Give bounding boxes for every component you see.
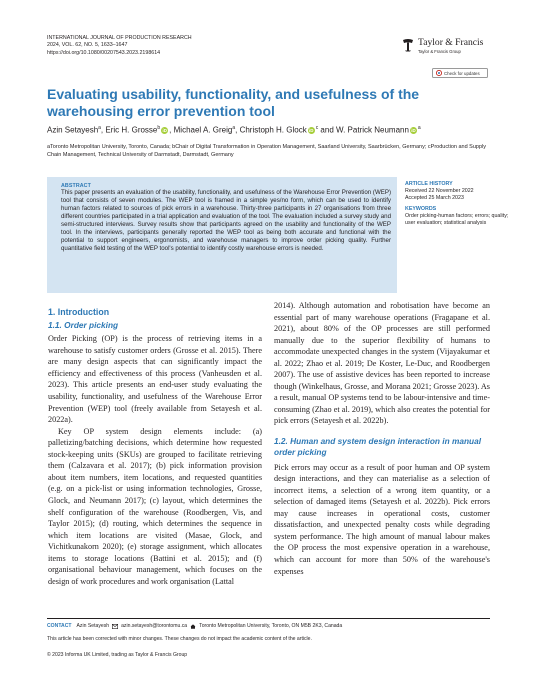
subsection-heading: 1.2. Human and system design interaction in manual order picking xyxy=(274,436,482,458)
paragraph: Order Picking (OP) is the process of retrieving items in a warehouse to satisfy customer orders (Grosse et al. 2015). There are many design aspects that can significantly impact the efficiency and effectiveness of this process (Vanheusden et al. 2023). This article presents an end-user study evaluating the usability, functionality, and usefulness of the Warehouse Error Prevention (WEP) tool (freely available from Setayesh et al. 2022a). xyxy=(48,334,262,425)
article-title: Evaluating usability, functionality, and usefulness of the warehousing error prevention tool xyxy=(47,86,420,119)
contact-address: Toronto Metropolitan University, Toronto, ON M5B 2K3, Canada xyxy=(199,623,343,629)
affiliations: aToronto Metropolitan University, Toronto, Canada; bChair of Digital Transformation in Operation Management, Saarland University, Saarbrücken, Germany; cProduction and Supply Chain Management, Technical University of Darmstadt, Darmstadt, Germany xyxy=(47,144,487,158)
journal-doi[interactable]: https://doi.org/10.1080/00207543.2023.2198614 xyxy=(47,49,161,56)
copyright: © 2023 Informa UK Limited, trading as Taylor & Francis Group xyxy=(47,652,188,658)
article-meta xyxy=(405,181,525,227)
publisher-group: Taylor & Francis Group xyxy=(418,48,461,54)
author-affil: a xyxy=(98,125,101,131)
orcid-icon[interactable]: iD xyxy=(162,127,167,133)
contact-line xyxy=(47,623,342,629)
paragraph: Key OP system design elements include: (a) palletizing/batching decisions, which determine how requested stock-keeping units (SKUs) are grouped to facilitate retrieving them (Calzavara et al. 2017); (b) pick information provision about item numbers, item locations, and requested quantities (e.g. on a pick-list or using information technologies, Grosse, Glock, and Neumann 2017); (c) layout, which determines the shelf configuration of the warehouse (Roodbergen, Vis, and Taylor 2015); (d) routing, which determines the sequence in which item locations are visited (Masae, Glock, and Vichitkunakorn 2020); (e) storage assignment, which allocates items to storage locations (Battini et al. 2015); and (f) organisational behaviour management, which focuses on the design of work procedures and work organisation (Lattal xyxy=(48,426,262,586)
orcid-icon[interactable]: iD xyxy=(411,127,416,133)
contact-email[interactable]: azin.setayesh@torontomu.ca xyxy=(121,623,188,629)
author-affil: c xyxy=(315,125,319,131)
check-for-updates-button[interactable] xyxy=(432,68,488,78)
abstract-heading: ABSTRACT xyxy=(61,183,91,189)
orcid-icon[interactable]: iD xyxy=(309,127,314,133)
taylor-francis-logo-icon xyxy=(401,38,415,52)
author-name[interactable]: W. Patrick Neumann xyxy=(336,125,409,135)
contact-label: CONTACT xyxy=(47,623,72,629)
journal-header xyxy=(47,35,192,57)
abstract-text: This paper presents an evaluation of the usability, functionality, and usefulness of the Warehouse Error Prevention (WEP) tool that consists of seven modules. The WEP tool is framed in a simple yes/no form, which can be used to identify human factors related to sources of pick errors in a warehouse. Thirty-three participants in 27 organisations from three different countries participated in a trial application and evaluation of the tool. The evaluation included a survey study and semi-structured interviews. Survey results show that participants agreed on the usability and functionality of the WEP tool. In the interviews, participants generally reported the WEP tool as being both accurate and functional with the potential to support engineers, ergonomists, and warehouse managers to improve order picking quality. Further quantitative field testing of the WEP tool's potential to identify costly warehouse errors is needed. xyxy=(61,189,391,252)
section-heading: 1. Introduction xyxy=(48,307,110,317)
keywords-text: Order picking-human factors; errors; quality; user evaluation; statistical analysis xyxy=(405,213,509,226)
received-date: Received 22 November 2022 xyxy=(405,187,474,194)
update-badge-icon xyxy=(436,70,442,76)
footer-divider xyxy=(47,618,490,619)
publisher-logo[interactable] xyxy=(401,36,491,58)
check-for-updates-label: Check for updates xyxy=(444,70,480,76)
author-name[interactable]: Azin Setayesh xyxy=(47,125,99,135)
email-icon xyxy=(112,624,118,629)
author-affil: b xyxy=(157,125,161,131)
column-left xyxy=(48,306,262,587)
author-name[interactable]: Eric H. Grosse xyxy=(105,125,158,135)
author-affil: a xyxy=(232,125,236,131)
author-name[interactable]: Christoph H. Glock xyxy=(239,125,307,135)
journal-volume: 2024, VOL. 62, NO. 5, 1633–1647 xyxy=(47,42,128,49)
correction-note: This article has been corrected with minor changes. These changes do not impact the academic content of the article. xyxy=(47,636,312,642)
author-list: Azin Setayesh$^a$, Eric H. Grosse$^b$ iD , Michael A. Greig$^a$, Christoph H. Glock iD $^c$ and W. Patrick Neumann iD $^a$ xyxy=(47,125,421,135)
article-history-heading: ARTICLE HISTORY xyxy=(405,181,453,187)
paragraph: 2014). Although automation and robotisation have become an essential part of many warehouse operations (Fragapane et al. 2021), about 80% of the OP processes are still performed manually due to the superior flexibility of humans to accommodate unexpected changes in the system (Vijayakumar et al. 2022; Zhao et al. 2019; De Koster, Le-Duc, and Roodbergen 2007). The use of assistive devices has been reported to increase though (Winkelhaus, Grosse, and Morana 2021; Grosse 2023). As a result, manual OP systems tend to be labour-intensive and time-consuming (Zhao et al. 2019), which also creates the potential for pick errors (Setayesh et al. 2022b). xyxy=(274,301,490,426)
author-affil: a xyxy=(417,125,421,131)
journal-name: INTERNATIONAL JOURNAL OF PRODUCTION RESEARCH xyxy=(47,35,192,41)
subsection-heading: 1.1. Order picking xyxy=(48,320,119,330)
address-icon xyxy=(190,624,196,629)
paragraph: Pick errors may occur as a result of poor human and OP system design interactions, and they can materialise as a selection of incorrect items, a selection of a wrong item quantity, or a selection of damaged items (Setayesh et al. 2022b). Pick errors may cause increases in operational costs, customer dissatisfaction, and unexpected penalty costs while degrading system performance. The high amount of manual labour makes the OP process the most expensive operation in a warehouse, which can account for more than 50% of the warehouse's expenses xyxy=(274,462,490,576)
contact-name: Azin Setayesh xyxy=(76,623,110,629)
accepted-date: Accepted 25 March 2023 xyxy=(405,194,464,201)
abstract-box xyxy=(47,177,397,293)
column-right xyxy=(274,300,490,577)
keywords-heading: KEYWORDS xyxy=(405,206,437,213)
author-name[interactable]: Michael A. Greig xyxy=(173,125,233,135)
publisher-name: Taylor & Francis xyxy=(418,37,484,48)
